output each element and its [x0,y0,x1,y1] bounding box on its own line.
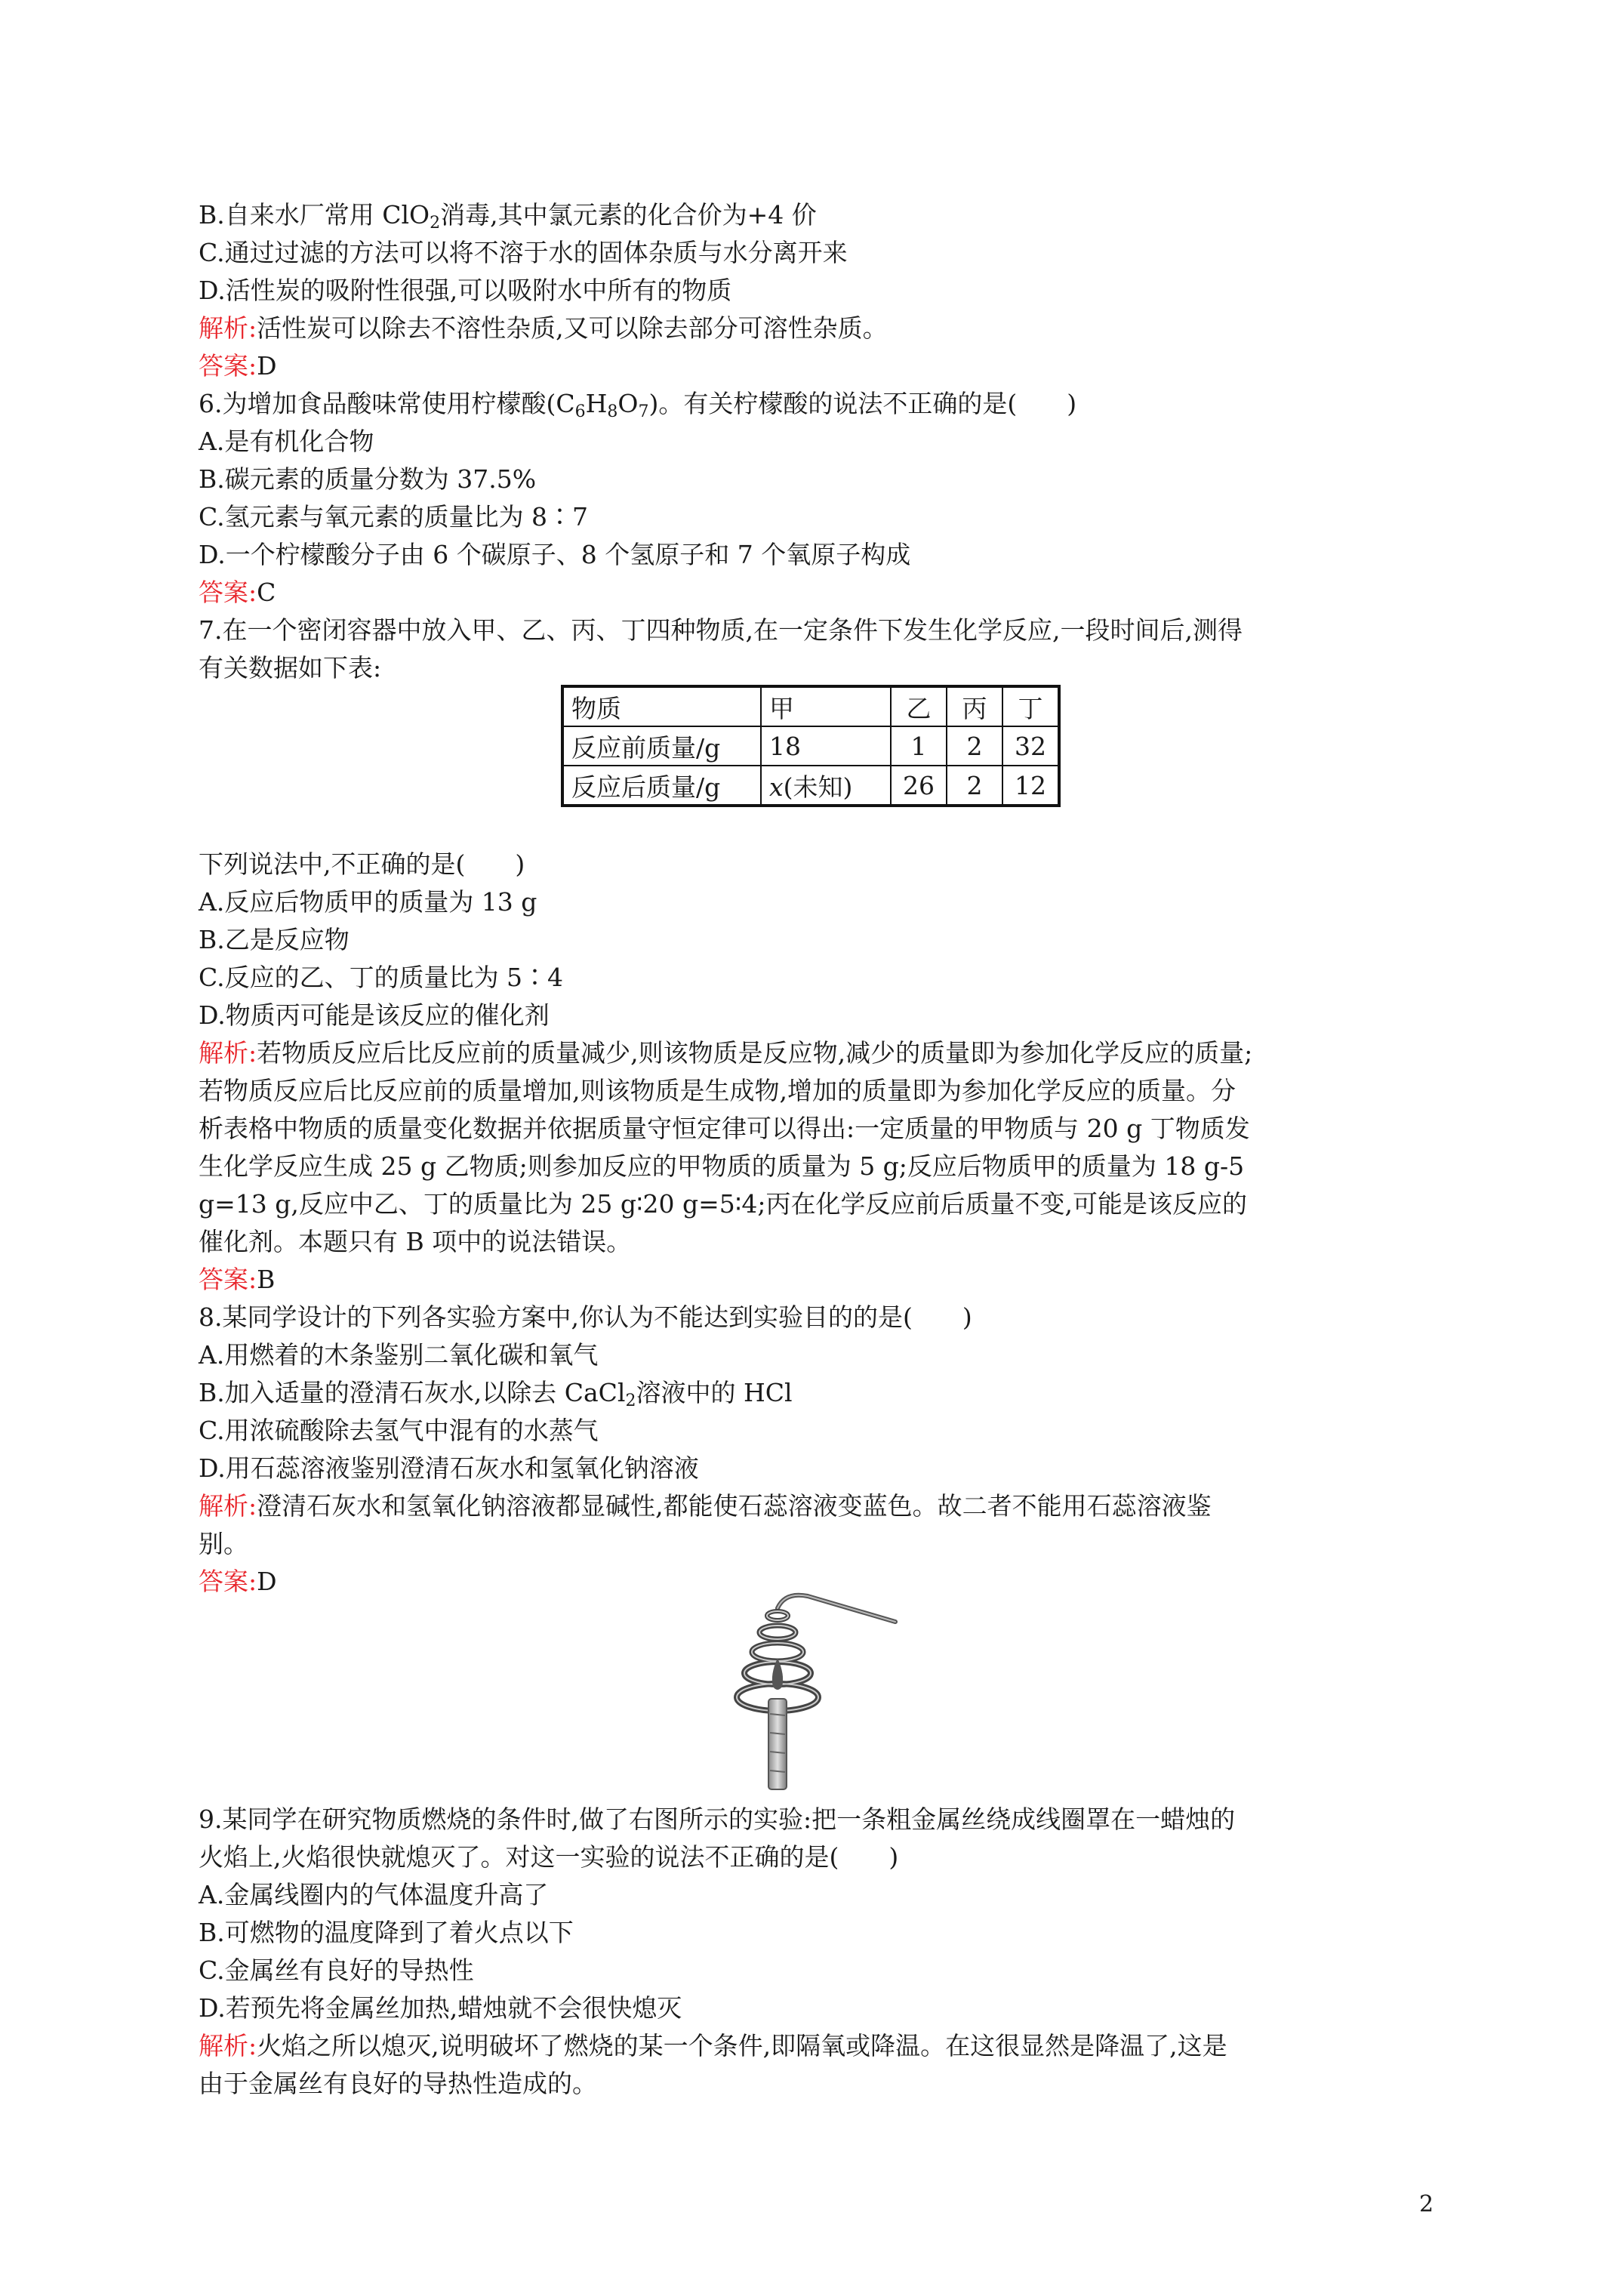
q9-option-b: B.可燃物的温度降到了着火点以下 [199,1918,574,1947]
q6-option-a: A.是有机化合物 [199,427,374,456]
table-row [562,686,1059,726]
answer-label: 答案: [199,1265,257,1294]
table-cell: 1 [891,726,947,766]
data-table [561,685,1061,807]
analysis-label: 解析: [199,2031,257,2060]
coil-candle-illustration [725,1586,898,1797]
analysis-label: 解析: [199,313,257,343]
q7-question: 下列说法中,不正确的是( ) [199,849,525,879]
q7-analysis-line2: 若物质反应后比反应前的质量增加,则该物质是生成物,增加的质量即为参加化学反应的质量。分 [199,1076,1236,1105]
q7-analysis-line4: 生化学反应生成 25 g 乙物质;则参加反应的甲物质的质量为 5 g;反应后物质甲的质量为 18 g-5 [199,1151,1245,1181]
q7-option-c: C.反应的乙、丁的质量比为 5∶4 [199,963,564,992]
table-cell: 乙 [891,686,947,726]
q7-analysis-line6: 催化剂。本题只有 B 项中的说法错误。 [199,1227,632,1256]
q8-analysis-line2: 别。 [199,1529,248,1558]
table-cell: 物质 [562,686,761,726]
q7-option-b: B.乙是反应物 [199,925,350,954]
answer-label: 答案: [199,1567,257,1596]
q7-analysis-line3: 析表格中物质的质量变化数据并依据质量守恒定律可以得出:一定质量的甲物质与 20 g 丁物质发 [199,1114,1250,1143]
q5-answer: 答案:D [199,351,277,381]
table-cell: 32 [1002,726,1059,766]
q7-analysis-line5: g=13 g,反应中乙、丁的质量比为 25 g∶20 g=5∶4;丙在化学反应前后质量不变,可能是该反应的 [199,1189,1247,1219]
q5-option-c: C.通过过滤的方法可以将不溶于水的固体杂质与水分离开来 [199,238,848,267]
q6-stem: 6.为增加食品酸味常使用柠檬酸$(C_6H_8O_7)$。有关柠檬酸的说法不正确的是( ) [199,389,1077,421]
q5-option-b: B.自来水厂常用 ClO$_2$消毒,其中氯元素的化合价为+4 价 [199,200,817,233]
page-number: 2 [1419,2191,1434,2217]
q9-option-c: C.金属丝有良好的导热性 [199,1955,474,1985]
q7-option-a: A.反应后物质甲的质量为 13 g [199,887,537,917]
q7-answer: 答案:B [199,1265,276,1294]
q8-option-c: C.用浓硫酸除去氢气中混有的水蒸气 [199,1416,599,1445]
q8-option-b: B.加入适量的澄清石灰水,以除去 CaCl$_2$溶液中的 HCl [199,1378,793,1410]
table-cell: x(未知) [761,766,891,806]
table-cell: 反应后质量/g [562,766,761,806]
q6-option-b: B.碳元素的质量分数为 37.5% [199,464,537,494]
q7-option-d: D.物质丙可能是该反应的催化剂 [199,1000,550,1030]
table-cell: 2 [947,766,1002,806]
q8-option-a: A.用燃着的木条鉴别二氧化碳和氧气 [199,1340,599,1370]
q6-option-c: C.氢元素与氧元素的质量比为 8∶7 [199,502,589,532]
q9-analysis-line2: 由于金属丝有良好的导热性造成的。 [199,2069,597,2098]
q9-analysis-line1: 解析:火焰之所以熄灭,说明破坏了燃烧的某一个条件,即隔氧或降温。在这很显然是降温了,这是 [199,2031,1227,2060]
table-row [562,726,1059,766]
answer-label: 答案: [199,351,257,381]
q8-option-d: D.用石蕊溶液鉴别澄清石灰水和氢氧化钠溶液 [199,1453,699,1483]
q8-stem: 8.某同学设计的下列各实验方案中,你认为不能达到实验目的的是( ) [199,1302,972,1332]
q7-stem-line1: 7.在一个密闭容器中放入甲、乙、丙、丁四种物质,在一定条件下发生化学反应,一段时间后,测得 [199,615,1243,645]
q7-stem-line2: 有关数据如下表: [199,653,382,683]
q9-stem-line1: 9.某同学在研究物质燃烧的条件时,做了右图所示的实验:把一条粗金属丝绕成线圈罩在一蜡烛的 [199,1804,1236,1834]
q8-analysis-line1: 解析:澄清石灰水和氢氧化钠溶液都显碱性,都能使石蕊溶液变蓝色。故二者不能用石蕊溶液鉴 [199,1491,1212,1521]
q5-option-d: D.活性炭的吸附性很强,可以吸附水中所有的物质 [199,276,732,305]
table-row [562,766,1059,806]
table-cell: 18 [761,726,891,766]
table-cell: 26 [891,766,947,806]
table-cell: 12 [1002,766,1059,806]
table-cell: 丙 [947,686,1002,726]
table-cell: 2 [947,726,1002,766]
q9-stem-line2: 火焰上,火焰很快就熄灭了。对这一实验的说法不正确的是( ) [199,1842,899,1872]
analysis-label: 解析: [199,1038,257,1068]
q7-analysis-line1: 解析:若物质反应后比反应前的质量减少,则该物质是反应物,减少的质量即为参加化学反应的质量; [199,1038,1253,1068]
q8-answer: 答案:D [199,1567,277,1596]
q6-option-d: D.一个柠檬酸分子由 6 个碳原子、8 个氢原子和 7 个氧原子构成 [199,540,911,569]
table-cell: 反应前质量/g [562,726,761,766]
q9-option-a: A.金属线圈内的气体温度升高了 [199,1880,549,1909]
q6-answer: 答案:C [199,578,276,607]
table-cell: 甲 [761,686,891,726]
q5-analysis: 解析:活性炭可以除去不溶性杂质,又可以除去部分可溶性杂质。 [199,313,888,343]
analysis-label: 解析: [199,1491,257,1521]
q9-option-d: D.若预先将金属丝加热,蜡烛就不会很快熄灭 [199,1993,682,2023]
table-cell: 丁 [1002,686,1059,726]
answer-label: 答案: [199,578,257,607]
